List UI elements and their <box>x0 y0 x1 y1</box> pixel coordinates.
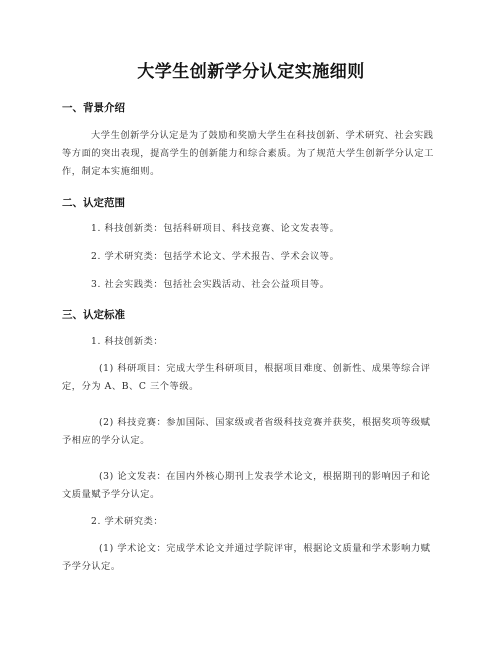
list-item-scope-1: 1. 科技创新类：包括科研项目、科技竞赛、论文发表等。 <box>91 223 340 234</box>
list-item-scope-2: 2. 学术研究类：包括学术论文、学术报告、学术会议等。 <box>91 251 340 262</box>
section-heading-background: 一、背景介绍 <box>62 102 125 114</box>
list-item-scope-3: 3. 社会实践类：包括社会实践活动、社会公益项目等。 <box>91 279 330 290</box>
list-item-standard-1: 1. 科技创新类： <box>91 336 164 347</box>
list-item-standard-2: 2. 学术研究类： <box>91 516 164 527</box>
list-item-standard-1-2: (2) 科技竞赛：参加国际、国家级或者省级科技竞赛并获奖，根据奖项等级赋予相应的学分认定。 <box>62 417 431 446</box>
list-item-standard-2-1: (1) 学术论文：完成学术论文并通过学院评审，根据论文质量和学术影响力赋予学分认定。 <box>62 543 431 572</box>
document-title: 大学生创新学分认定实施细则 <box>137 62 365 82</box>
section-heading-standards: 三、认定标准 <box>62 309 125 321</box>
section-heading-scope: 二、认定范围 <box>62 197 125 209</box>
paragraph-background: 大学生创新学分认定是为了鼓励和奖励大学生在科技创新、学术研究、社会实践等方面的突出表现，提高学生的创新能力和综合素质。为了规范大学生创新学分认定工作，制定本实施细则。 <box>62 130 434 177</box>
list-item-standard-1-1: (1) 科研项目：完成大学生科研项目，根据项目难度、创新性、成果等综合评定，分为 A、B、C 三个等级。 <box>62 363 431 392</box>
list-item-standard-1-3: (3) 论文发表：在国内外核心期刊上发表学术论文，根据期刊的影响因子和论文质量赋予学分认定。 <box>62 471 431 500</box>
